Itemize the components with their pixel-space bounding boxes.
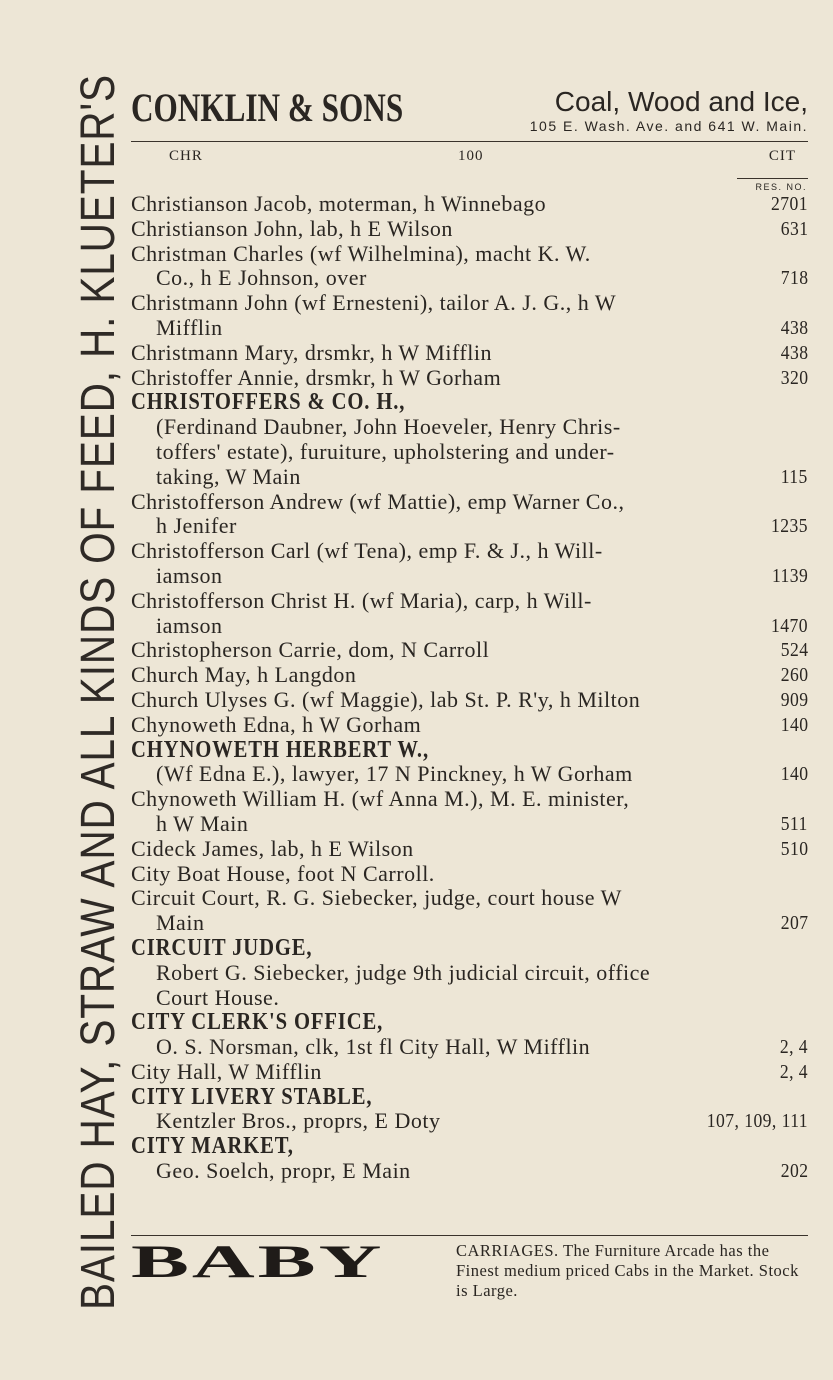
listing-heading	[131, 738, 808, 763]
listing-heading	[131, 936, 808, 961]
running-head-right: CIT	[768, 148, 796, 164]
listing-line	[131, 242, 808, 267]
listing-line	[131, 862, 808, 887]
listing-line	[131, 341, 808, 366]
listing-line	[131, 465, 808, 490]
residence-number: 631	[780, 217, 808, 240]
listing-line	[131, 539, 808, 564]
listing-text: Mifflin	[156, 314, 223, 340]
listing-text: Circuit Court, R. G. Siebecker, judge, court house W	[131, 885, 622, 911]
listing-line	[131, 886, 808, 911]
page-header	[131, 84, 808, 140]
page-number: 100	[458, 148, 484, 164]
residence-number: 1470	[771, 614, 808, 637]
listing-line	[131, 837, 808, 862]
listing-line	[131, 514, 808, 539]
listing-line	[131, 638, 808, 663]
listing-text: Christofferson Carl (wf Tena), emp F. & J., h Will-	[131, 538, 603, 564]
column-label: RES. NO.	[755, 182, 807, 192]
listing-text: (Ferdinand Daubner, John Hoeveler, Henry Chris-	[156, 414, 621, 440]
listing-text: Church Ulyses G. (wf Maggie), lab St. P. R'y, h Milton	[131, 686, 641, 712]
listing-line	[131, 440, 808, 465]
listing-text: O. S. Norsman, clk, 1st fl City Hall, W Mifflin	[156, 1034, 591, 1060]
listing-text: CITY CLERK'S OFFICE,	[131, 1009, 384, 1036]
running-head	[131, 148, 808, 168]
header-business: Coal, Wood and Ice,	[554, 86, 808, 117]
listing-text: City Boat House, foot N Carroll.	[131, 860, 435, 886]
listing-line	[131, 614, 808, 639]
listing-text: Christmann John (wf Ernesteni), tailor A. J. G., h W	[131, 290, 617, 316]
listing-text: CHYNOWETH HERBERT W.,	[131, 736, 429, 763]
residence-number: 202	[780, 1160, 808, 1183]
listing-line	[131, 986, 808, 1011]
residence-number: 510	[780, 837, 808, 860]
header-rule	[131, 141, 808, 142]
residence-number: 260	[780, 664, 808, 687]
listing-line	[131, 490, 808, 515]
listing-text: Christopherson Carrie, dom, N Carroll	[131, 637, 490, 663]
listing-line	[131, 961, 808, 986]
listing-line	[131, 217, 808, 242]
header-firm-name: CONKLIN & SONS	[131, 85, 404, 130]
listing-line	[131, 911, 808, 936]
residence-number: 1139	[771, 564, 808, 587]
listing-text: Christianson Jacob, moterman, h Winnebago	[131, 191, 547, 216]
listing-text: Christofferson Andrew (wf Mattie), emp Warner Co.,	[131, 488, 625, 514]
listing-text: Christianson John, lab, h E Wilson	[131, 215, 453, 241]
residence-number: 140	[780, 713, 808, 736]
listing-text: Robert G. Siebecker, judge 9th judicial circuit, office	[156, 959, 651, 985]
listing-line	[131, 291, 808, 316]
residence-number: 140	[780, 763, 808, 786]
listing-line	[131, 589, 808, 614]
side-advertisement-text: BAILED HAY, STRAW AND ALL KINDS OF FEED, H. KLUETER'S	[72, 74, 125, 1310]
listing-line	[131, 663, 808, 688]
listing-text: CITY LIVERY STABLE,	[131, 1083, 373, 1110]
residence-number: 524	[780, 639, 808, 662]
running-head-left: CHR	[169, 148, 203, 164]
listing-text: h W Main	[156, 810, 249, 836]
listing-heading	[131, 1085, 808, 1110]
listing-text: Main	[156, 910, 205, 936]
listing-text: City Hall, W Mifflin	[131, 1058, 322, 1084]
listing-line	[131, 1060, 808, 1085]
listing-text: Church May, h Langdon	[131, 662, 357, 688]
listing-text: Christmann Mary, drsmkr, h W Mifflin	[131, 339, 492, 365]
listing-line	[131, 316, 808, 341]
listing-text: Chynoweth Edna, h W Gorham	[131, 711, 422, 737]
listing-line	[131, 688, 808, 713]
listing-text: CIRCUIT JUDGE,	[131, 934, 313, 961]
listing-heading	[131, 1134, 808, 1159]
listing-text: Court House.	[156, 984, 280, 1010]
listing-text: Christman Charles (wf Wilhelmina), macht K. W.	[131, 240, 591, 266]
listing-line	[131, 812, 808, 837]
listing-text: Kentzler Bros., proprs, E Doty	[156, 1108, 441, 1134]
residence-number: 1235	[771, 515, 808, 538]
side-advertisement	[69, 74, 129, 1310]
listing-line	[131, 415, 808, 440]
residence-number: 909	[780, 688, 808, 711]
listing-line	[131, 787, 808, 812]
listing-text: iamson	[156, 562, 223, 588]
residence-number: 115	[780, 465, 808, 488]
listing-line	[131, 713, 808, 738]
residence-number: 2, 4	[779, 1036, 808, 1059]
residence-number: 107, 109, 111	[706, 1110, 808, 1133]
listing-text: Geo. Soelch, propr, E Main	[156, 1158, 411, 1184]
residence-number: 2701	[771, 193, 808, 215]
listing-line	[131, 366, 808, 391]
listing-heading	[131, 390, 808, 415]
footer-ad-word: BABY	[131, 1235, 385, 1288]
listing-text: Christoffer Annie, drsmkr, h W Gorham	[131, 364, 502, 390]
footer-ad-text: CARRIAGES. The Furniture Arcade has the Finest medium priced Cabs in the Market. Stock is Large.	[456, 1241, 799, 1300]
residence-number: 207	[780, 912, 808, 935]
listing-text: toffers' estate), furuiture, upholstering and under-	[156, 438, 615, 464]
residence-number: 511	[780, 812, 808, 835]
listing-heading	[131, 1010, 808, 1035]
listing-line	[131, 1109, 808, 1134]
listing-line	[131, 762, 808, 787]
listing-text: Chynoweth William H. (wf Anna M.), M. E. minister,	[131, 786, 630, 812]
residence-number: 438	[780, 316, 808, 339]
residence-number: 320	[780, 366, 808, 389]
listing-text: CHRISTOFFERS & CO. H.,	[131, 389, 406, 416]
listing-line	[131, 1159, 808, 1184]
residence-number: 718	[780, 267, 808, 290]
header-address: 105 E. Wash. Ave. and 641 W. Main.	[529, 118, 808, 134]
listing-text: CITY MARKET,	[131, 1133, 294, 1160]
listing-line	[131, 1035, 808, 1060]
column-label-rule	[737, 178, 808, 179]
listing-line	[131, 564, 808, 589]
listing-text: (Wf Edna E.), lawyer, 17 N Pinckney, h W Gorham	[156, 761, 633, 787]
listing-text: Cideck James, lab, h E Wilson	[131, 835, 414, 861]
residence-number: 438	[780, 341, 808, 364]
listing-line	[131, 192, 808, 217]
directory-listing	[131, 192, 808, 1184]
listing-text: Co., h E Johnson, over	[156, 265, 367, 291]
residence-number: 2, 4	[779, 1060, 808, 1083]
listing-text: Christofferson Christ H. (wf Maria), carp, h Will-	[131, 587, 592, 613]
listing-text: iamson	[156, 612, 223, 638]
listing-text: taking, W Main	[156, 463, 301, 489]
listing-line	[131, 266, 808, 291]
listing-text: h Jenifer	[156, 513, 237, 539]
